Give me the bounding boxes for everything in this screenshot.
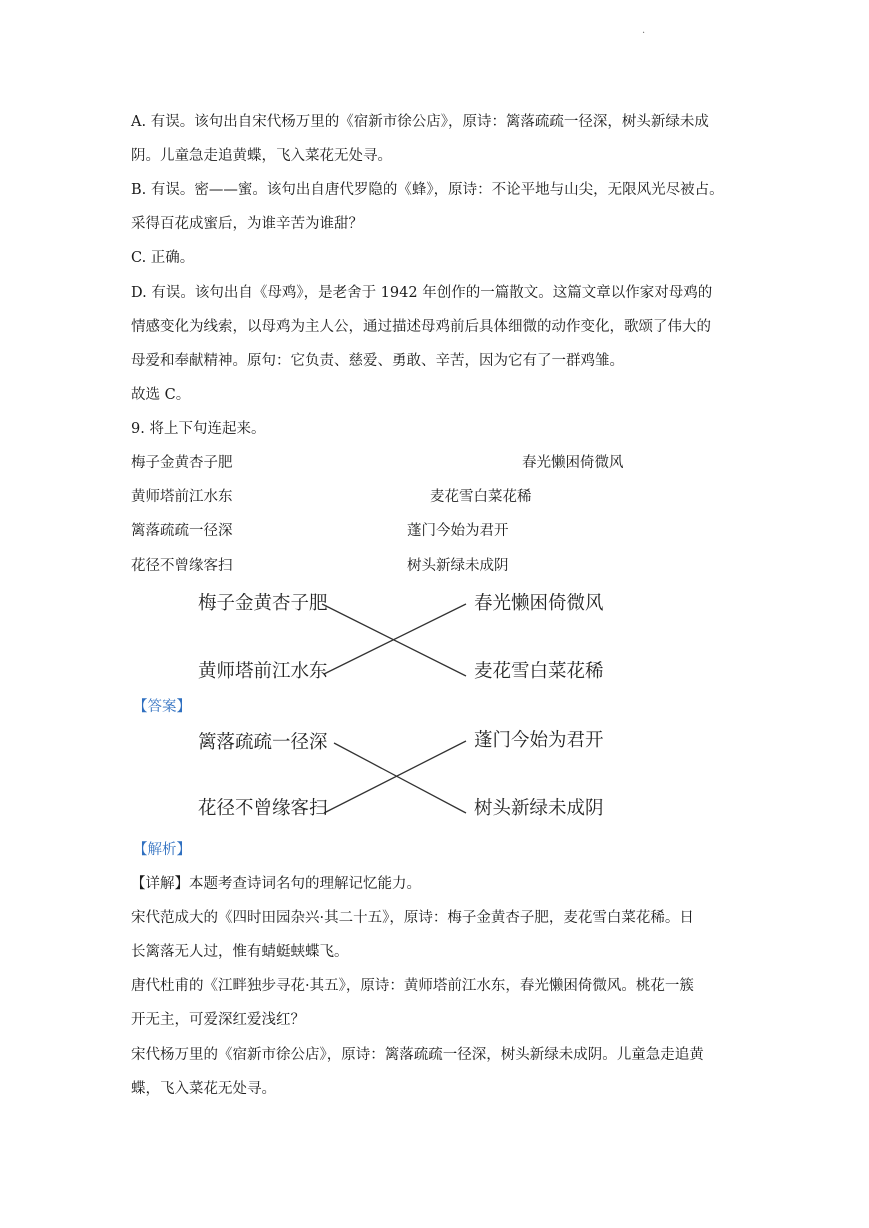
option-a-line-1: A. 有误。该句出自宋代杨万里的《宿新市徐公店》，原诗：篱落疏疏一径深，树头新绿未成 bbox=[131, 114, 709, 130]
option-c-line-1: C. 正确。 bbox=[131, 250, 195, 266]
answer-matching-figure-bottom bbox=[190, 727, 620, 837]
question-9-title: 9. 将上下句连起来。 bbox=[131, 421, 266, 437]
answer-left-3: 篱落疏疏一径深 bbox=[198, 732, 328, 753]
answer-left-1: 梅子金黄杏子肥 bbox=[198, 593, 328, 614]
analysis-p2-line-2: 开无主，可爱深红爱浅红？ bbox=[131, 1012, 305, 1028]
analysis-p2-line-1: 唐代杜甫的《江畔独步寻花·其五》，原诗：黄师塔前江水东，春光懒困倚微风。桃花一簇 bbox=[131, 978, 694, 994]
answer-matching-figure-top bbox=[190, 588, 620, 698]
q9-left-4: 花径不曾缘客扫 bbox=[131, 558, 233, 574]
option-b-line-1: B. 有误。密——蜜。该句出自唐代罗隐的《蜂》，原诗：不论平地与山尖，无限风光尽被占。 bbox=[131, 182, 724, 198]
option-b-line-2: 采得百花成蜜后，为谁辛苦为谁甜？ bbox=[131, 216, 363, 232]
analysis-p3-line-2: 蝶，飞入菜花无处寻。 bbox=[131, 1081, 276, 1097]
analysis-p1-line-1: 宋代范成大的《四时田园杂兴·其二十五》，原诗：梅子金黄杏子肥，麦花雪白菜花稀。日 bbox=[131, 910, 694, 926]
detail-line bbox=[131, 874, 421, 894]
corner-mark: · bbox=[642, 28, 646, 39]
q9-left-2: 黄师塔前江水东 bbox=[131, 489, 233, 505]
answer-left-2: 黄师塔前江水东 bbox=[198, 661, 328, 682]
answer-label: 【答案】 bbox=[133, 699, 191, 715]
option-d-line-1: D. 有误。该句出自《母鸡》，是老舍于 1942 年创作的一篇散文。这篇文章以作家对母鸡的 bbox=[131, 285, 713, 301]
answer-right-2: 麦花雪白菜花稀 bbox=[474, 661, 604, 682]
option-a-line-2: 阴。儿童急走追黄蝶，飞入菜花无处寻。 bbox=[131, 148, 392, 164]
detail-label: 【详解】 bbox=[131, 876, 189, 892]
match-line-3 bbox=[334, 743, 466, 813]
q9-left-1: 梅子金黄杏子肥 bbox=[131, 455, 233, 471]
option-d-line-2: 情感变化为线索，以母鸡为主人公，通过描述母鸡前后具体细微的动作变化，歌颂了伟大的 bbox=[131, 319, 711, 335]
analysis-p1-line-2: 长篱落无人过，惟有蜻蜓蛱蝶飞。 bbox=[131, 944, 349, 960]
q9-right-3: 蓬门今始为君开 bbox=[407, 523, 509, 539]
detail-text: 本题考查诗词名句的理解记忆能力。 bbox=[189, 876, 421, 892]
q9-right-4: 树头新绿未成阴 bbox=[407, 558, 509, 574]
answer-right-4: 树头新绿未成阴 bbox=[474, 798, 604, 819]
answer-right-1: 春光懒困倚微风 bbox=[474, 593, 604, 614]
q9-left-3: 篱落疏疏一径深 bbox=[131, 523, 233, 539]
analysis-p3-line-1: 宋代杨万里的《宿新市徐公店》，原诗：篱落疏疏一径深，树头新绿未成阴。儿童急走追黄 bbox=[131, 1047, 704, 1063]
answer-left-4: 花径不曾缘客扫 bbox=[198, 798, 328, 819]
option-d-line-3: 母爱和奉献精神。原句：它负责、慈爱、勇敢、辛苦，因为它有了一群鸡雏。 bbox=[131, 353, 624, 369]
q9-right-2: 麦花雪白菜花稀 bbox=[430, 489, 532, 505]
answer-right-3: 蓬门今始为君开 bbox=[474, 730, 604, 751]
q9-right-1: 春光懒困倚微风 bbox=[522, 455, 624, 471]
analysis-label: 【解析】 bbox=[133, 842, 191, 858]
choose-answer: 故选 C。 bbox=[131, 387, 191, 403]
match-line-2 bbox=[324, 604, 466, 674]
